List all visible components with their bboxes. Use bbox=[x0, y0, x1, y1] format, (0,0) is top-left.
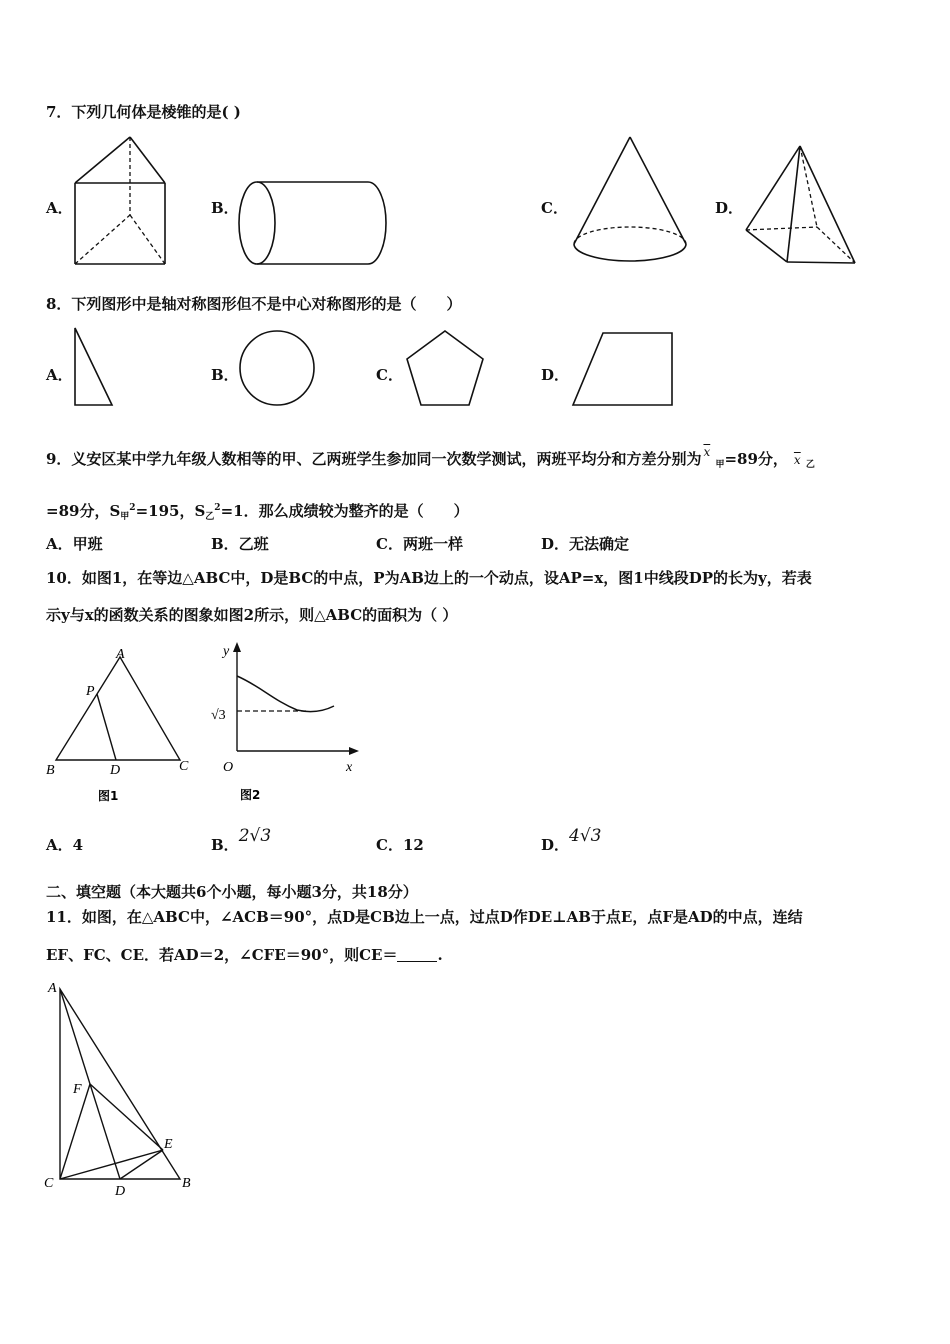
q7-option-d-label[interactable]: D． bbox=[715, 199, 744, 217]
yi-subscript: 乙 bbox=[805, 460, 815, 470]
q11-label-d: D bbox=[115, 1184, 126, 1199]
q11-line2: EF、FC、CE．若AD＝2，∠CFE＝90°，则CE＝ . bbox=[46, 946, 443, 964]
q10-option-d[interactable]: D．4√3 bbox=[541, 826, 602, 854]
circle-figure bbox=[237, 328, 317, 408]
q11-label-c: C bbox=[44, 1176, 54, 1191]
q8-stem: 8．下列图形中是轴对称图形但不是中心对称图形的是（ ） bbox=[46, 295, 462, 313]
section2-title: 二、填空题（本大题共6个小题，每小题3分，共18分） bbox=[46, 883, 418, 901]
trapezoid-figure bbox=[570, 330, 676, 408]
q9-option-a[interactable]: A．甲班 bbox=[46, 535, 103, 553]
q9-option-c[interactable]: C．两班一样 bbox=[376, 535, 463, 553]
right-triangle-figure bbox=[72, 325, 116, 409]
q11-label-a: A bbox=[48, 981, 57, 996]
q11-label-e: E bbox=[164, 1137, 173, 1152]
answer-blank[interactable] bbox=[397, 947, 437, 962]
fig2-label-x: x bbox=[346, 760, 353, 775]
q9-stem-text: 9．义安区某中学九年级人数相等的甲、乙两班学生参加同一次数学测试，两班平均分和方差分别为 bbox=[46, 450, 702, 468]
prism-figure bbox=[70, 133, 170, 268]
fig1-label-d: D bbox=[110, 763, 121, 778]
q8-option-b-label[interactable]: B． bbox=[211, 366, 239, 384]
q10-option-d-value: 4√3 bbox=[569, 826, 602, 846]
fig1-label-b: B bbox=[46, 763, 55, 778]
q7-option-b-label[interactable]: B． bbox=[211, 199, 239, 217]
q9-eq89: =89分， bbox=[724, 450, 788, 468]
cylinder-figure bbox=[236, 178, 391, 270]
q11-line1: 11．如图，在△ABC中，∠ACB＝90°，点D是CB边上一点，过点D作DE⊥AB于点E，点F是AD的中点，连结 bbox=[46, 908, 803, 926]
q7-stem: 7．下列几何体是棱锥的是( ) bbox=[46, 103, 241, 121]
q9-line2: =89分，$S_甲^2=195$，$S_乙^2=1$．那么成绩较为整齐的是（ ） bbox=[46, 502, 469, 522]
q7-option-c-label[interactable]: C． bbox=[541, 199, 568, 217]
q10-option-c[interactable]: C．12 bbox=[376, 836, 424, 854]
fig1-label-c: C bbox=[179, 759, 189, 774]
q10-option-b[interactable]: B．2√3 bbox=[211, 826, 272, 854]
cone-figure bbox=[570, 134, 690, 266]
fig1-label-p: P bbox=[86, 684, 95, 699]
fig2-label-y: y bbox=[223, 644, 230, 659]
q11-label-f: F bbox=[73, 1082, 82, 1097]
q9-line1: 9．义安区某中学九年级人数相等的甲、乙两班学生参加同一次数学测试，两班平均分和方差分别为 $\overline{x}$ $_甲$=89分， $\overline{x}$ $_乙$ bbox=[46, 445, 815, 470]
q8-option-d-label[interactable]: D． bbox=[541, 366, 570, 384]
q8-option-a-label[interactable]: A． bbox=[46, 366, 73, 384]
jia-subscript: 甲 bbox=[715, 460, 725, 470]
figure-1-equilateral-triangle bbox=[40, 645, 200, 810]
q7-option-a-label[interactable]: A． bbox=[46, 199, 73, 217]
fig2-label-o: O bbox=[223, 760, 234, 775]
q10-option-a[interactable]: A．4 bbox=[46, 836, 84, 854]
fig1-label-a: A bbox=[116, 647, 125, 662]
q11-figure bbox=[40, 975, 205, 1200]
q10-line1: 10．如图1，在等边△ABC中，D是BC的中点，P为AB边上的一个动点，设AP=x，图1中线段DP的长为y，若表 bbox=[46, 569, 812, 587]
q8-option-c-label[interactable]: C． bbox=[376, 366, 403, 384]
q10-line2: 示y与x的函数关系的图象如图2所示，则△ABC的面积为（ ） bbox=[46, 606, 458, 624]
q10-option-b-value: 2√3 bbox=[238, 826, 272, 846]
fig1-caption: 图1 bbox=[98, 789, 119, 803]
figure-2-function-graph bbox=[205, 640, 370, 810]
fig2-caption: 图2 bbox=[240, 788, 261, 802]
q9-option-d[interactable]: D．无法确定 bbox=[541, 535, 630, 553]
pyramid-figure bbox=[742, 142, 860, 268]
q11-label-b: B bbox=[182, 1176, 191, 1191]
q9-option-b[interactable]: B．乙班 bbox=[211, 535, 269, 553]
pentagon-figure bbox=[403, 328, 487, 408]
fig2-label-sqrt3: √3 bbox=[211, 708, 226, 723]
